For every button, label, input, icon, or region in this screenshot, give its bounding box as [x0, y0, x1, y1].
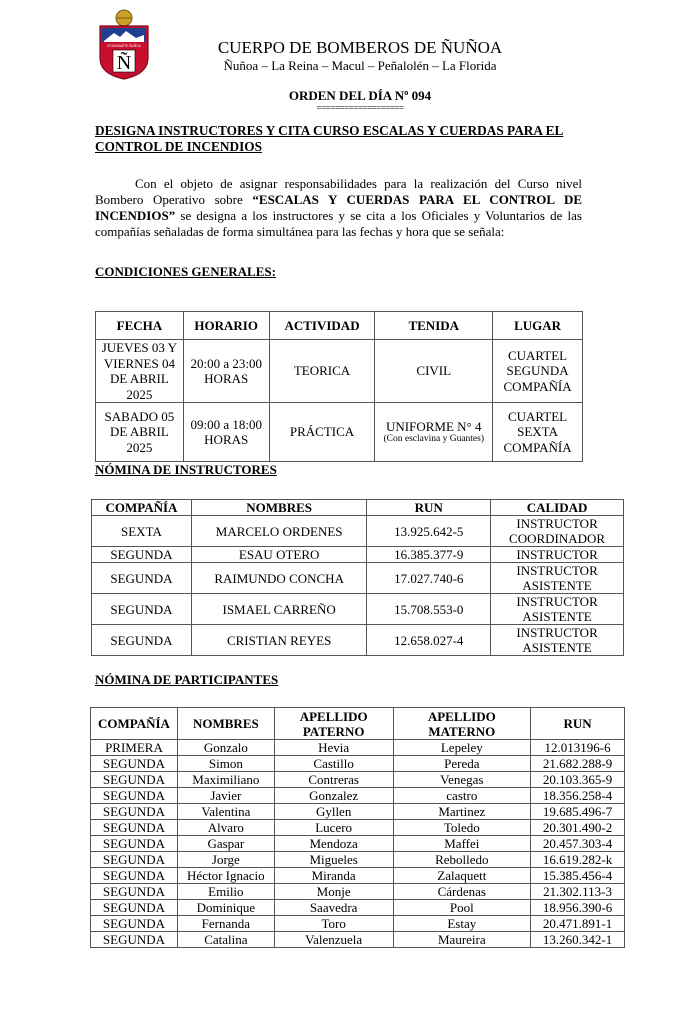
cell-compania: SEGUNDA [91, 820, 178, 836]
tenida-note: (Con esclavina y Guantes) [383, 434, 485, 445]
cell-run: 12.013196-6 [531, 740, 625, 756]
intro-text-2: se designa a los instructores y se cita a los Oficiales y Voluntarios de las compañías señaladas de forma simultánea para las fechas y hora que se señala: [95, 208, 582, 239]
table-row [92, 594, 624, 625]
cell-apellido-materno: Cárdenas [393, 884, 531, 900]
cell-run: 12.658.027-4 [367, 625, 491, 656]
table-row [91, 900, 625, 916]
table-row [91, 868, 625, 884]
table-row [91, 788, 625, 804]
header-compania: COMPAÑÍA [92, 500, 192, 516]
cell-apellido-paterno: Miranda [274, 868, 393, 884]
cell-compania: PRIMERA [91, 740, 178, 756]
cell-apellido-materno: castro [393, 788, 531, 804]
table-row [92, 547, 624, 563]
cell-apellido-materno: Maureira [393, 932, 531, 948]
cell-nombres: ESAU OTERO [191, 547, 367, 563]
header-lugar: LUGAR [493, 312, 583, 340]
cell-apellido-paterno: Gonzalez [274, 788, 393, 804]
participants-heading: NÓMINA DE PARTICIPANTES [95, 672, 279, 687]
table-header-row [96, 312, 583, 340]
cell-apellido-paterno: Valenzuela [274, 932, 393, 948]
cell-nombres: Catalina [177, 932, 274, 948]
order-underline-rule: =================== [316, 103, 404, 113]
cell-lugar: CUARTEL SEGUNDA COMPAÑÍA [493, 340, 583, 403]
header-apellido-materno: APELLIDO MATERNO [393, 708, 531, 740]
instructors-table [91, 499, 624, 656]
cell-nombres: Dominique [177, 900, 274, 916]
cell-calidad: INSTRUCTOR ASISTENTE [491, 625, 624, 656]
cell-compania: SEGUNDA [92, 547, 192, 563]
cell-nombres: RAIMUNDO CONCHA [191, 563, 367, 594]
table-row [96, 403, 583, 462]
cell-compania: SEGUNDA [91, 836, 178, 852]
cell-run: 20.301.490-2 [531, 820, 625, 836]
cell-compania: SEGUNDA [91, 884, 178, 900]
cell-run: 20.457.303-4 [531, 836, 625, 852]
cell-compania: SEGUNDA [91, 852, 178, 868]
subject-heading: DESIGNA INSTRUCTORES Y CITA CURSO ESCALAS Y CUERDAS PARA EL CONTROL DE INCENDIOS [95, 123, 564, 154]
cell-compania: SEGUNDA [91, 868, 178, 884]
cell-nombres: Javier [177, 788, 274, 804]
table-row [91, 916, 625, 932]
cell-compania: SEGUNDA [92, 625, 192, 656]
cell-nombres: Jorge [177, 852, 274, 868]
cell-apellido-paterno: Lucero [274, 820, 393, 836]
cell-apellido-paterno: Mendoza [274, 836, 393, 852]
intro-text-1: Con el objeto de asignar responsabilidades para la realización del Curso nivel Bombero Operativo sobre [95, 176, 582, 207]
header-actividad: ACTIVIDAD [269, 312, 375, 340]
header-calidad: CALIDAD [491, 500, 624, 516]
table-row [92, 563, 624, 594]
header-compania: COMPAÑÍA [91, 708, 178, 740]
table-row [91, 852, 625, 868]
cell-nombres: Simon [177, 756, 274, 772]
tenida-value: UNIFORME N° 4 [386, 418, 482, 434]
cell-nombres: Alvaro [177, 820, 274, 836]
table-row [91, 884, 625, 900]
fire-department-shield-logo [96, 8, 152, 80]
cell-run: 15.385.456-4 [531, 868, 625, 884]
cell-nombres: CRISTIAN REYES [191, 625, 367, 656]
cell-horario: 09:00 a 18:00 HORAS [183, 403, 269, 462]
cell-nombres: Gonzalo [177, 740, 274, 756]
header-apellido-paterno: APELLIDO PATERNO [274, 708, 393, 740]
conditions-heading: CONDICIONES GENERALES: [95, 264, 276, 279]
cell-apellido-materno: Venegas [393, 772, 531, 788]
cell-apellido-paterno: Monje [274, 884, 393, 900]
participants-table [90, 707, 625, 948]
cell-fecha: JUEVES 03 Y VIERNES 04 DE ABRIL 2025 [96, 340, 184, 403]
table-row [91, 740, 625, 756]
cell-run: 18.356.258-4 [531, 788, 625, 804]
cell-apellido-paterno: Migueles [274, 852, 393, 868]
cell-apellido-materno: Pereda [393, 756, 531, 772]
table-row [91, 756, 625, 772]
cell-apellido-materno: Maffei [393, 836, 531, 852]
cell-compania: SEGUNDA [91, 900, 178, 916]
intro-paragraph [95, 176, 582, 240]
table-row [91, 836, 625, 852]
cell-nombres: Fernanda [177, 916, 274, 932]
table-header-row [92, 500, 624, 516]
cell-apellido-materno: Toledo [393, 820, 531, 836]
cell-calidad: INSTRUCTOR COORDINADOR [491, 516, 624, 547]
instructors-heading: NÓMINA DE INSTRUCTORES [95, 462, 277, 477]
cell-apellido-paterno: Contreras [274, 772, 393, 788]
order-title: ORDEN DEL DÍA Nº 094 [288, 88, 432, 103]
cell-compania: SEGUNDA [91, 932, 178, 948]
table-row [91, 804, 625, 820]
cell-nombres: ISMAEL CARREÑO [191, 594, 367, 625]
cell-apellido-paterno: Saavedra [274, 900, 393, 916]
cell-apellido-paterno: Castillo [274, 756, 393, 772]
cell-nombres: Emilio [177, 884, 274, 900]
cell-run: 16.619.282-k [531, 852, 625, 868]
cell-nombres: Héctor Ignacio [177, 868, 274, 884]
cell-actividad: PRÁCTICA [269, 403, 375, 462]
cell-run: 16.385.377-9 [367, 547, 491, 563]
cell-compania: SEXTA [92, 516, 192, 547]
cell-calidad: INSTRUCTOR ASISTENTE [491, 594, 624, 625]
cell-nombres: MARCELO ORDENES [191, 516, 367, 547]
organization-communes: Ñuñoa – La Reina – Macul – Peñalolén – La Florida [223, 58, 497, 73]
header-run: RUN [367, 500, 491, 516]
cell-compania: SEGUNDA [91, 804, 178, 820]
cell-run: 19.685.496-7 [531, 804, 625, 820]
cell-nombres: Maximiliano [177, 772, 274, 788]
cell-compania: SEGUNDA [91, 916, 178, 932]
table-row [91, 820, 625, 836]
cell-run: 15.708.553-0 [367, 594, 491, 625]
table-header-row [91, 708, 625, 740]
cell-apellido-materno: Lepeley [393, 740, 531, 756]
table-row [96, 340, 583, 403]
cell-run: 13.260.342-1 [531, 932, 625, 948]
cell-actividad: TEORICA [269, 340, 375, 403]
header-nombres: NOMBRES [191, 500, 367, 516]
cell-calidad: INSTRUCTOR ASISTENTE [491, 563, 624, 594]
conditions-table [95, 311, 583, 462]
cell-nombres: Gaspar [177, 836, 274, 852]
header-nombres: NOMBRES [177, 708, 274, 740]
cell-run: 20.471.891-1 [531, 916, 625, 932]
cell-nombres: Valentina [177, 804, 274, 820]
table-row [91, 772, 625, 788]
cell-run: 20.103.365-9 [531, 772, 625, 788]
cell-apellido-materno: Zalaquett [393, 868, 531, 884]
cell-compania: SEGUNDA [91, 756, 178, 772]
cell-run: 21.302.113-3 [531, 884, 625, 900]
table-row [92, 625, 624, 656]
cell-calidad: INSTRUCTOR [491, 547, 624, 563]
logo-letter: Ñ [116, 52, 132, 74]
cell-lugar: CUARTEL SEXTA COMPAÑÍA [493, 403, 583, 462]
cell-apellido-paterno: Toro [274, 916, 393, 932]
cell-apellido-materno: Estay [393, 916, 531, 932]
organization-title: CUERPO DE BOMBEROS DE ÑUÑOA [217, 38, 503, 57]
intro-course-name: “ESCALAS Y CUERDAS PARA EL CONTROL DE INCENDIOS” [95, 192, 582, 223]
cell-horario: 20:00 a 23:00 HORAS [183, 340, 269, 403]
cell-apellido-paterno: Gyllen [274, 804, 393, 820]
cell-compania: SEGUNDA [92, 594, 192, 625]
header-fecha: FECHA [96, 312, 184, 340]
cell-run: 18.956.390-6 [531, 900, 625, 916]
cell-tenida [375, 403, 493, 462]
cell-run: 17.027.740-6 [367, 563, 491, 594]
table-row [91, 932, 625, 948]
cell-tenida: CIVIL [375, 340, 493, 403]
header-tenida: TENIDA [375, 312, 493, 340]
cell-fecha: SABADO 05 DE ABRIL 2025 [96, 403, 184, 462]
header-run: RUN [531, 708, 625, 740]
cell-run: 13.925.642-5 [367, 516, 491, 547]
table-row [92, 516, 624, 547]
cell-apellido-materno: Pool [393, 900, 531, 916]
cell-compania: SEGUNDA [91, 772, 178, 788]
logo-banner-text: ESTANDARTE ÑUÑOA [107, 44, 141, 48]
header-horario: HORARIO [183, 312, 269, 340]
cell-compania: SEGUNDA [92, 563, 192, 594]
cell-run: 21.682.288-9 [531, 756, 625, 772]
cell-apellido-materno: Rebolledo [393, 852, 531, 868]
cell-compania: SEGUNDA [91, 788, 178, 804]
cell-apellido-paterno: Hevia [274, 740, 393, 756]
cell-apellido-materno: Martinez [393, 804, 531, 820]
